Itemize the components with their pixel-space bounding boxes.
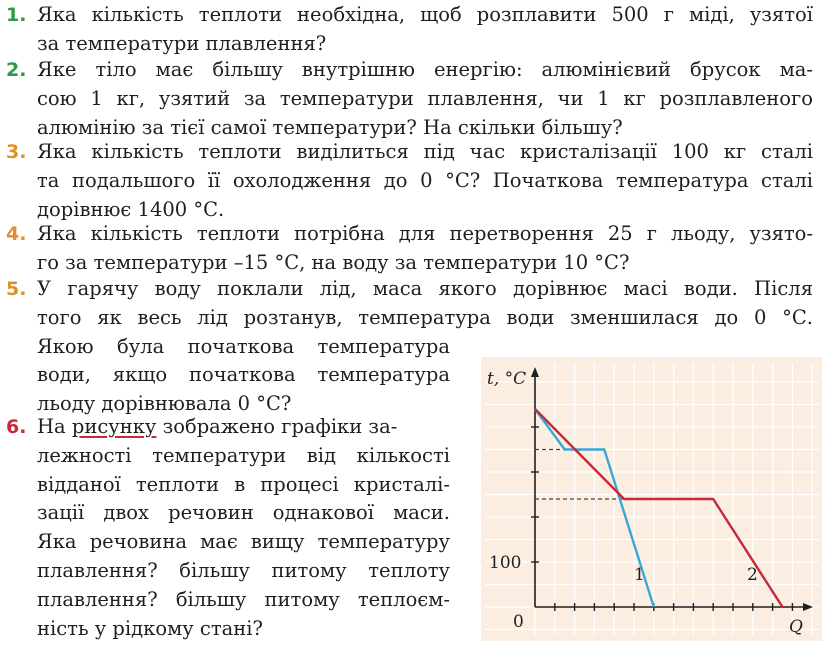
- y-tick-label: 100: [489, 553, 522, 573]
- task-line: сою 1 кг, узятий за температури плавлення, чи 1 кг розплавленого: [37, 86, 813, 110]
- task-line: льоду дорівнювала 0 °С?: [37, 392, 292, 416]
- task-line: того як весь лід розтанув, температура води зменшилася до 0 °С.: [37, 305, 813, 329]
- task-number: 1.: [6, 4, 27, 26]
- temperature-heat-graph: [481, 357, 822, 641]
- task-number: 4.: [6, 223, 27, 245]
- series-label-2: 2: [747, 565, 758, 585]
- task-line: [37, 414, 450, 440]
- figure-link[interactable]: рисунку: [71, 415, 157, 438]
- task-line: плавлення? більшу питому теплоту: [37, 559, 450, 582]
- task-line: ність у рідкому стані?: [37, 616, 263, 640]
- task-line: У гарячу воду поклали лід, маса якого дорівнює масі води. Після: [37, 277, 813, 300]
- task-line: відданої теплоти в процесі кристалі-: [37, 472, 450, 496]
- y-axis-label: t, °C: [487, 369, 527, 389]
- task-line: Яка кількість теплоти необхідна, щоб розплавити 500 г міді, узятої: [37, 3, 813, 26]
- chart-svg: [481, 357, 822, 641]
- task-number: 2.: [6, 59, 27, 81]
- task-number: 6.: [6, 416, 27, 438]
- task-line: зації двох речовин однакової маси.: [37, 501, 450, 525]
- task-line: води, якщо початкова температура: [37, 363, 450, 387]
- task-line: та подальшого її охолодження до 0 °С? Початкова температура сталі: [37, 168, 813, 192]
- task-text: зображено графіки за-: [156, 415, 398, 438]
- x-axis-arrow: [803, 603, 813, 611]
- y-axis-arrow: [531, 367, 539, 377]
- x-axis-label: Q: [789, 617, 803, 637]
- task-line: дорівнює 1400 °С.: [37, 197, 225, 221]
- task-line: Яка речовина має вищу температуру: [37, 530, 450, 554]
- task-line: Яке тіло має більшу внутрішню енергію: алюмінієвий брусок ма-: [37, 58, 813, 81]
- task-number: 3.: [6, 141, 27, 163]
- task-line: Яка кількість теплоти потрібна для перетворення 25 г льоду, узято-: [37, 222, 813, 245]
- task-line: лежності температури від кількості: [37, 443, 450, 467]
- task-line: алюмінію за тієї самої температури? На скільки більшу?: [37, 115, 623, 139]
- task-line: Яка кількість теплоти виділиться під час кристалізації 100 кг сталі: [37, 140, 813, 163]
- origin-label: 0: [513, 612, 524, 632]
- task-text: На: [37, 415, 72, 438]
- series-line-2: [535, 409, 783, 607]
- task-line: за температури плавлення?: [37, 31, 327, 55]
- task-line: Якою була початкова температура: [37, 334, 450, 358]
- task-line: плавлення? більшу питому теплоєм-: [37, 587, 450, 611]
- series-label-1: 1: [634, 565, 645, 585]
- task-number: 5.: [6, 278, 27, 300]
- task-line: го за температури –15 °С, на воду за температури 10 °С?: [37, 250, 630, 274]
